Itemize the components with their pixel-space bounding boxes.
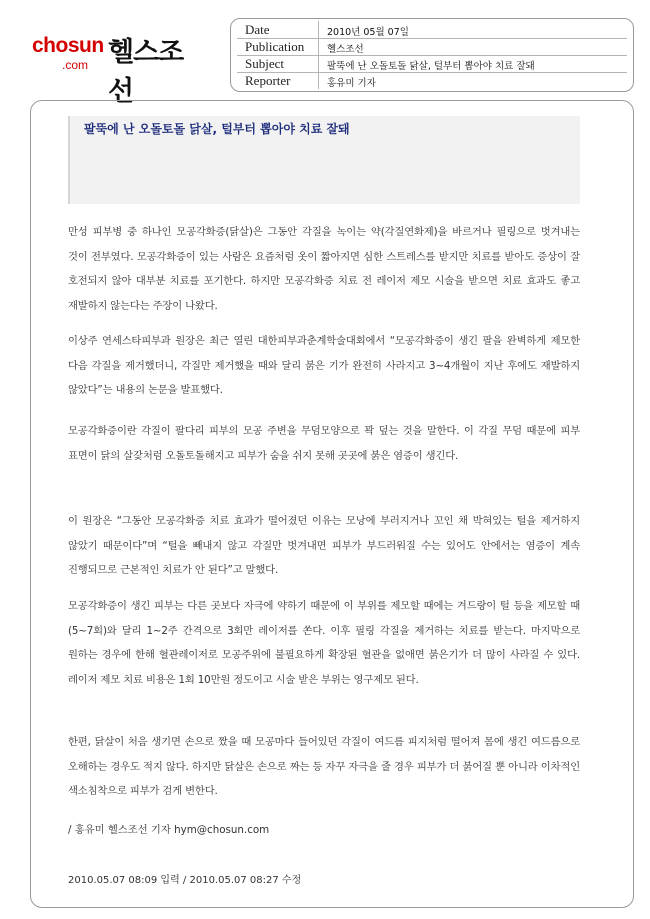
meta-row-reporter bbox=[231, 72, 633, 90]
article-paragraph: 만성 피부병 중 하나인 모공각화증(닭살)은 그동안 각질을 녹이는 약(각질연화제)을 바르거나 필링으로 벗겨내는 것이 전부였다. 모공각화증이 있는 사람은 요즘처럼 옷이 짧아지면 심한 스트레스를 받지만 치료를 받아도 증상이 잘 호전되지 않아 대부분 치료를 포기한다. 하지만 모공각화증 치료 전 레이저 제모 시술을 받으면 치료 효과도 좋고 재발하지 않는다는 주장이 나왔다. bbox=[68, 226, 580, 312]
article-meta-box bbox=[230, 18, 634, 92]
article-byline: / 홍유미 헬스조선 기자 hym@chosun.com bbox=[68, 824, 270, 836]
meta-value: 팔뚝에 난 오돌토돌 닭살, 털부터 뽑아야 치료 잘돼 bbox=[327, 61, 535, 72]
article-paragraph: 이상주 연세스타피부과 원장은 최근 열린 대한피부과춘계학술대회에서 “모공각화증이 생긴 팔을 완벽하게 제모한 다음 각질을 제거했더니, 각질만 제거했을 때와 달리 붉은 기가 완전히 사라지고 3~4개월이 지난 후에도 재발하지 않았다”는 내용의 논문을 발표했다. bbox=[68, 335, 580, 396]
article-timestamp: 2010.05.07 08:09 입력 / 2010.05.07 08:27 수정 bbox=[68, 875, 302, 886]
article-paragraph: 모공각화증이란 각질이 팔다리 피부의 모공 주변을 무덤모양으로 꽉 덮는 것을 말한다. 이 각질 무덤 때문에 피부 표면이 닭의 살갗처럼 오돌토돌해지고 피부가 숨을 쉬지 못해 곳곳에 붉은 염증이 생긴다. bbox=[68, 425, 580, 462]
meta-row-date bbox=[231, 21, 633, 39]
logo-health-text: 헬스조선 bbox=[108, 37, 184, 107]
article-headline: 팔뚝에 난 오돌토돌 닭살, 털부터 뽑아야 치료 잘돼 bbox=[84, 122, 350, 136]
meta-row-publication bbox=[231, 38, 633, 56]
meta-row-subject bbox=[231, 55, 633, 73]
logo-dotcom-text: .com bbox=[62, 58, 89, 72]
health-chosun-logo bbox=[30, 28, 205, 107]
meta-value: 2010년 05월 07일 bbox=[327, 27, 409, 38]
meta-label: Date bbox=[245, 22, 270, 37]
meta-label: Reporter bbox=[245, 73, 291, 88]
article-paragraph: 이 원장은 “그동안 모공각화증 치료 효과가 떨어졌던 이유는 모낭에 부러지거나 꼬인 채 박혀있는 털을 제거하지 않았기 때문이다”며 “털을 빼내지 않고 각질만 벗겨내면 피부가 부드러워질 수는 있어도 안에서는 염증이 계속 진행되므로 근본적인 치료가 안 된다”고 말했다. bbox=[68, 515, 580, 576]
meta-value: 홍유미 기자 bbox=[327, 78, 376, 89]
article-paragraph: 한편, 닭살이 처음 생기면 손으로 짰을 때 모공마다 들어있던 각질이 여드름 피지처럼 떨어져 몸에 생긴 여드름으로 오해하는 경우도 적지 않다. 하지만 닭살은 손으로 짜는 등 자꾸 자극을 줄 경우 피부가 더 붉어질 뿐 아니라 이차적인 색소침착으로 피부가 검게 변한다. bbox=[68, 736, 580, 797]
logo-chosun-text: chosun bbox=[32, 34, 104, 57]
meta-label: Subject bbox=[245, 56, 284, 71]
article-paragraph: 모공각화증이 생긴 피부는 다른 곳보다 자극에 약하기 때문에 이 부위를 제모할 때에는 겨드랑이 털 등을 제모할 때(5~7회)와 달리 1~2주 간격으로 3회만 레이저를 쏜다. 이후 필링 각질을 제거하는 치료를 받는다. 마지막으로 원하는 경우에 한해 혈관레이저로 모공주위에 불필요하게 확장된 혈관을 없애면 붉은기가 더 많이 사라질 수 있다. 레이저 제모 치료 비용은 1회 10만원 정도이고 시술 받은 부위는 영구제모 된다. bbox=[68, 600, 580, 686]
headline-box bbox=[68, 116, 580, 204]
meta-label: Publication bbox=[245, 39, 305, 54]
meta-value: 헬스조선 bbox=[327, 44, 364, 55]
